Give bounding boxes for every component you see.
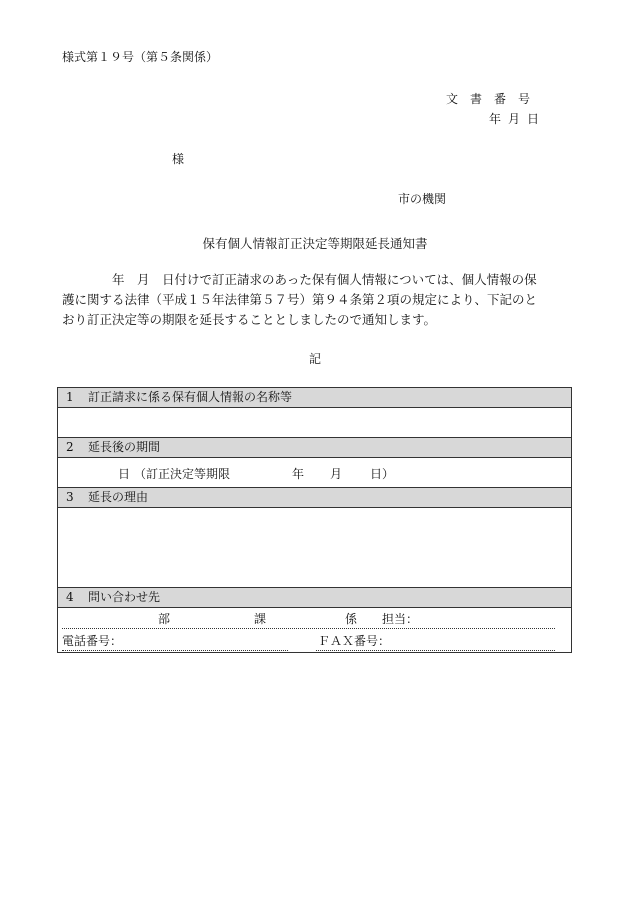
section-4-header <box>58 588 571 608</box>
department-label: 部 <box>158 612 171 626</box>
section-label: 延長の理由 <box>88 490 149 504</box>
section-3-body <box>58 508 571 588</box>
body-line-1: 年 月 日付けで訂正請求のあった保有個人情報については、個人情報の保 <box>62 272 537 287</box>
section-number: 3 <box>66 490 74 504</box>
addressee-suffix: 様 <box>172 152 185 166</box>
person-label: 担当： <box>382 612 419 626</box>
section-3-header <box>58 488 571 508</box>
details-table <box>57 387 572 653</box>
deadline-open: （訂正決定等期限 <box>134 467 231 481</box>
contact-phone-row <box>62 632 555 650</box>
body-line-2: 護に関する法律（平成１５年法律第５７号）第９４条第２項の規定により、下記のと <box>62 292 538 307</box>
document-number-label: 文書番号 <box>446 92 543 106</box>
section-1-body <box>58 408 571 438</box>
document-title: 保有個人情報訂正決定等期限延長通知書 <box>202 236 428 251</box>
phone-label: 電話番号： <box>62 634 123 648</box>
notice-body <box>62 270 576 330</box>
section-label: 訂正請求に係る保有個人情報の名称等 <box>88 390 293 404</box>
section-label: 問い合わせ先 <box>88 590 161 604</box>
section-label: 延長後の期間 <box>88 440 161 454</box>
contact-department-row <box>62 610 555 629</box>
deadline-day: 日） <box>370 467 395 481</box>
sender-name: 市の機関 <box>398 192 447 206</box>
section-number: 2 <box>66 440 74 454</box>
section-label-ka: 課 <box>254 612 267 626</box>
section-2-header <box>58 438 571 458</box>
section-1-header <box>58 388 571 408</box>
deadline-year: 年 <box>292 467 305 481</box>
section-4-body <box>58 608 571 652</box>
extension-days: 日 <box>118 467 131 481</box>
fax-label: ＦＡＸ番号： <box>318 634 391 648</box>
date-label: 年月日 <box>489 112 547 126</box>
unit-label: 係 <box>345 612 358 626</box>
ki-heading: 記 <box>308 352 321 366</box>
body-line-3: おり訂正決定等の期限を延長することとしましたので通知します。 <box>62 312 437 327</box>
deadline-month: 月 <box>330 467 343 481</box>
section-2-body <box>58 458 571 488</box>
section-number: 4 <box>66 590 74 604</box>
form-number: 様式第１９号（第５条関係） <box>62 50 219 64</box>
section-number: 1 <box>66 390 74 404</box>
